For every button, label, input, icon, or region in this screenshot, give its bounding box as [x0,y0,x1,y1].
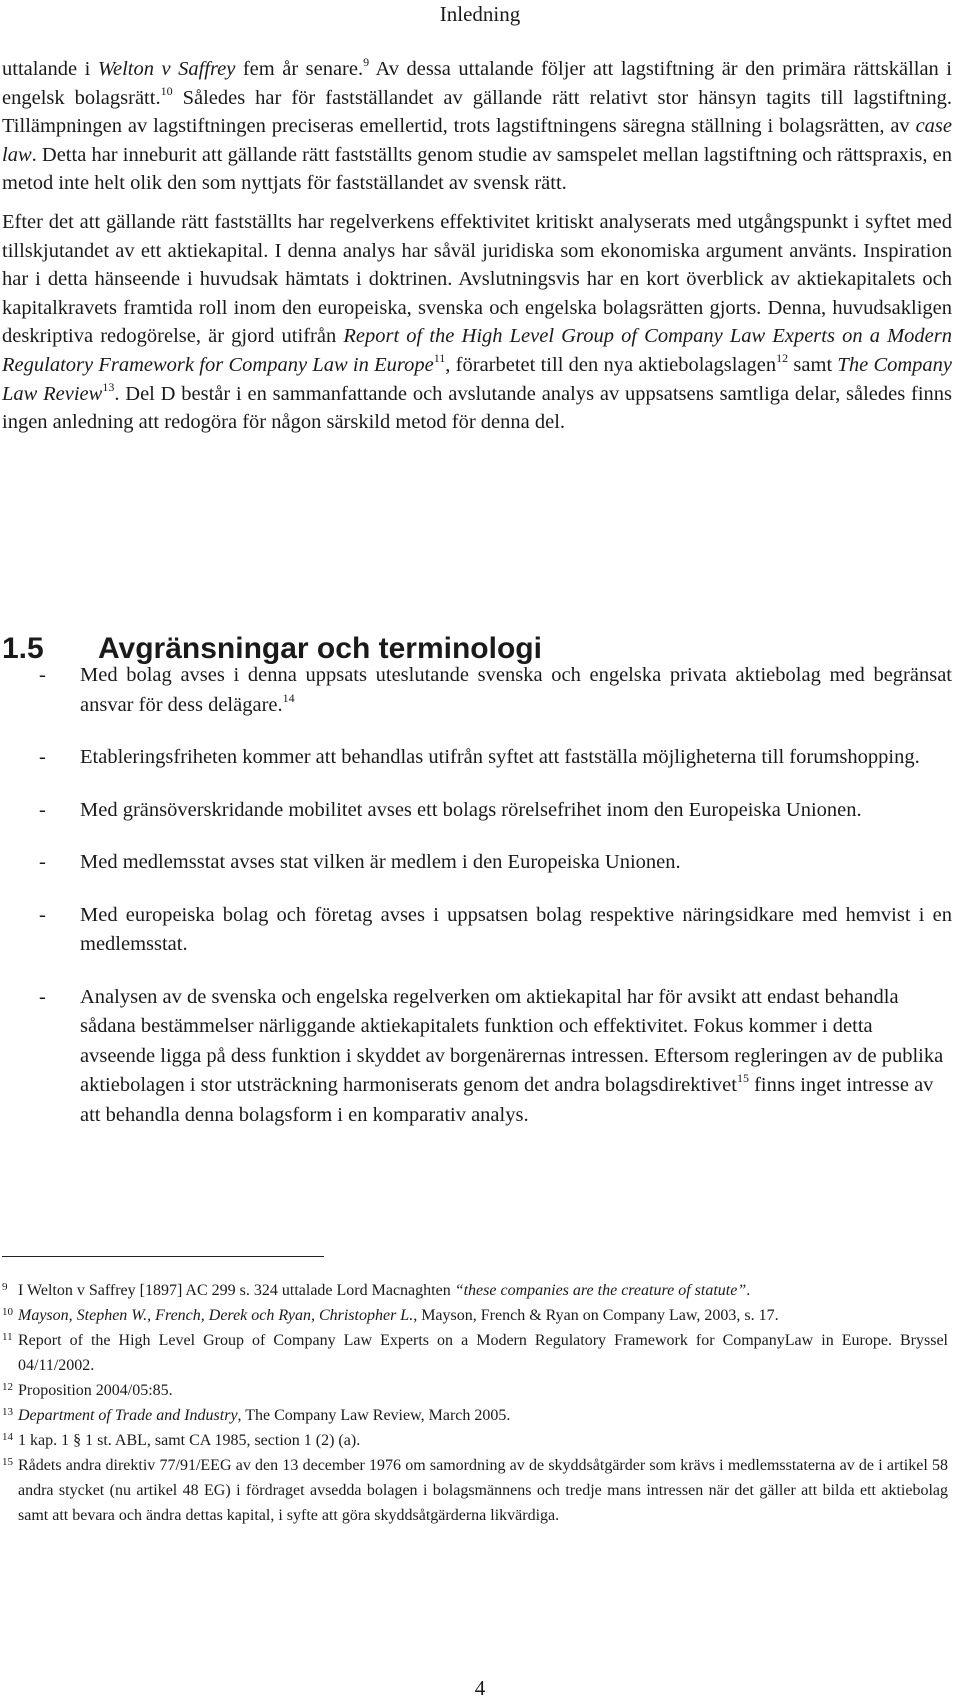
footnote-text: 1 kap. 1 § 1 st. ABL, samt CA 1985, section 1 (2) (a). [18,1432,361,1449]
dash-bullet: - [39,746,46,768]
text-span: uttalande i [2,58,98,80]
footnote-ref-10[interactable]: 10 [160,83,173,98]
text-span: . Del D består i en sammanfattande och avslutande analys av uppsatsens samtliga delar, således finns ingen anledning att redogöra för någon särskild metod för denna del. [2,382,953,434]
footnote-number: 9 [2,1281,8,1293]
case-name: Welton v Saffrey [97,58,236,80]
footnote-ref-11[interactable]: 11 [433,350,446,365]
footnote-number: 15 [2,1456,13,1468]
list-item-text: Analysen av de svenska och engelska regelverken om aktiekapital har för avsikt att endast behandla sådana bestämmelser närliggande aktiekapitalets funktion och effektivitet. Fokus kommer i detta avseende ligga på dess funktion i skyddet av borgenärernas intressen. Eftersom regleringen av de publika aktiebolagen i stor utsträckning harmoniserats genom det andra bolagsdirektivet [80,985,944,1096]
list-item-text: Med bolag avses i denna uppsats uteslutande svenska och engelska privata aktiebolag med begränsat ansvar för dess delägare. [80,664,952,716]
dash-bullet: - [39,903,46,926]
footnote-number: 12 [2,1381,13,1393]
dash-bullet: - [39,851,46,873]
body-text [2,55,952,437]
list-item-text: Etableringsfriheten kommer att behandlas utifrån syftet att fastställa möjligheterna till forumshopping. [80,746,920,768]
text-span: . Detta har inneburit att gällande rätt fastställts genom studie av samspelet mellan lagstiftning och rättspraxis, en metod inte helt olik den som nyttjats för fastställandet av svensk rätt. [2,143,952,195]
footnote-text: Proposition 2004/05:85. [18,1382,173,1399]
footnote-text: , Mayson, French & Ryan on Company Law, 2003, s. 17. [413,1307,779,1324]
footnote-text: I Welton v Saffrey [1897] AC 299 s. 324 uttalade Lord Macnaghten [18,1282,455,1299]
list-item [2,983,952,1131]
footnote-text: Rådets andra direktiv 77/91/EEG av den 13 december 1976 om samordning av de skyddsåtgärder som krävs i medlemsstaterna av de i artikel 58 andra stycket (nu artikel 48 EG) i fördraget avsedda bolagen i bolagsmännens och tredje mans intressen när det gäller att bilda ett aktiebolag samt att bevara och ändra dettas kapital, i syfte att göra skyddsåtgärderna likvärdiga. [18,1457,948,1524]
list-item [2,743,952,773]
footnote-quote: “these companies are the creature of statute” [454,1282,747,1299]
list-item [2,661,952,720]
footnote-10 [2,1303,948,1328]
footnote-15 [2,1453,948,1528]
footnote-13 [2,1403,948,1428]
footnote-separator [2,1256,324,1257]
footnote-number: 14 [2,1431,13,1443]
footnote-14 [2,1428,948,1453]
text-span: Av dessa uttalande följer att lagstiftning är den primära rättskällan i engelsk bolagsrätt. [2,58,952,109]
section-number: 1.5 [2,631,44,665]
footnote-ref-13[interactable]: 13 [102,379,115,394]
dash-bullet: - [39,664,46,686]
review-title: The Company Law Review [2,353,953,405]
footnote-ref-12[interactable]: 12 [776,350,789,365]
footnote-ref-15[interactable]: 15 [736,1071,749,1085]
footnote-12 [2,1378,948,1403]
text-span: Således har för fastställandet av gällande rätt relativt stor hänsyn tagits till lagstiftning. Tillämpningen av lagstiftningen preciseras emellertid, trots lagstiftningens säregna ställning i bolagsrätten, av [2,86,952,138]
running-head: Inledning [439,2,521,26]
footnote-number: 13 [2,1406,13,1418]
footnote-text: . [746,1282,751,1299]
paragraph-2 [2,208,952,437]
dash-bullet: - [39,985,46,1008]
footnotes [2,1278,948,1528]
list-item-text: Med europeiska bolag och företag avses i uppsatsen bolag respektive näringsidkare med hemvist i en medlemsstat. [80,903,952,955]
footnote-ref-9[interactable]: 9 [363,55,370,69]
footnote-11 [2,1328,948,1378]
footnote-9 [2,1278,948,1303]
footnote-ref-14[interactable]: 14 [282,690,295,705]
footnote-department: Department of Trade and Industry [18,1407,238,1424]
report-title: Report of the High Level Group of Company Law Experts on a Modern Regulatory Framework for Company Law in Europe [2,325,952,376]
definition-list [2,661,952,1153]
footnote-number: 11 [2,1331,13,1343]
page-number: 4 [474,1676,486,1700]
footnote-text: Report of the High Level Group of Company Law Experts on a Modern Regulatory Framework for CompanyLaw in Europe. Bryssel 04/11/2002. [18,1332,948,1374]
section-title: Avgränsningar och terminologi [98,631,542,665]
text-span: fem år senare. [235,58,364,80]
text-span: Efter det att gällande rätt fastställts har regelverkens effektivitet kritiskt analyserats med utgångspunkt i syftet med tillskjutandet av ett aktiekapital. I denna analys har såväl juridiska som ekonomiska argument använts. Inspiration har i detta hänseende i huvudsak hämtats i doktrinen. Avslutningsvis har en kort överblick av aktiekapitalets och kapitalkravets framtida roll inom den europeiska, svenska och engelska bolagsrätten gjorts. Denna, huvudsakligen deskriptiva redogörelse, är gjord utifrån [2,210,952,348]
footnote-number: 10 [2,1306,13,1318]
list-item-text: finns inget intresse av att behandla denna bolagsform i en komparativ analys. [80,1074,934,1126]
footnote-authors: Mayson, Stephen W., French, Derek och Ryan, Christopher L. [18,1307,414,1324]
text-span: , förarbetet till den nya aktiebolagslagen [445,353,777,376]
list-item [2,848,952,878]
text-span: samt [788,353,838,376]
list-item [2,796,952,826]
list-item-text: Med medlemsstat avses stat vilken är medlem i den Europeiska Unionen. [80,851,681,873]
footnote-text: , The Company Law Review, March 2005. [237,1407,511,1424]
dash-bullet: - [39,798,46,821]
case-law-term: case law [2,115,952,166]
paragraph-1 [2,55,952,198]
list-item [2,901,952,960]
list-item-text: Med gränsöverskridande mobilitet avses ett bolags rörelsefrihet inom den Europeiska Unionen. [80,798,862,821]
